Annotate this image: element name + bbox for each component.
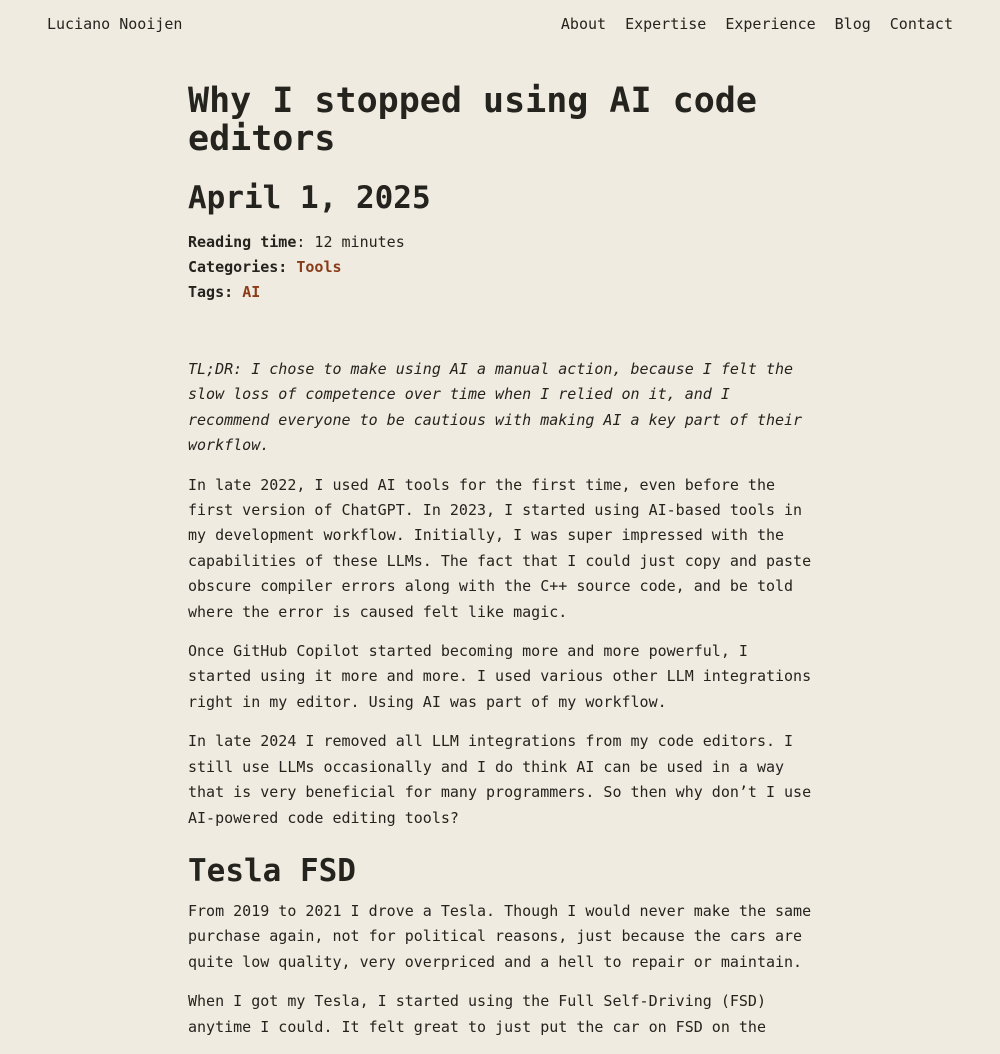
nav-expertise[interactable]: Expertise (625, 15, 707, 33)
post-date: April 1, 2025 (188, 180, 431, 216)
reading-time-row (188, 230, 818, 255)
tags-label: Tags: (188, 283, 234, 301)
nav-contact[interactable]: Contact (889, 15, 953, 33)
main-nav (561, 14, 953, 34)
categories-label: Categories: (188, 258, 288, 276)
nav-about[interactable]: About (560, 15, 607, 33)
tags-row (188, 280, 818, 305)
post-meta (188, 230, 818, 305)
category-link-tools[interactable]: Tools (296, 258, 342, 276)
paragraph: Once GitHub Copilot started becoming more and more powerful, I started using it more and more. I used various other LLM integrations right in my editor. Using AI was part of my workflow. (188, 642, 812, 711)
nav-experience[interactable]: Experience (725, 15, 816, 33)
tldr-paragraph: TL;DR: I chose to make using AI a manual action, because I felt the slow loss of competence over time when I relied on it, and I recommend everyone to be cautious with making AI a key part of their workflow. (188, 360, 803, 455)
post-title: Why I stopped using AI code editors (188, 81, 757, 159)
paragraph: From 2019 to 2021 I drove a Tesla. Though I would never make the same purchase again, not for political reasons, just because the cars are quite low quality, very overpriced and a hell to repair or maintain. (188, 901, 812, 971)
paragraph: In late 2022, I used AI tools for the first time, even before the first version of ChatGPT. In 2023, I started using AI-based tools in my development workflow. Initially, I was super impressed with the capabilities of these LLMs. The fact that I could just copy and paste obscure compiler errors along with the C++ source code, and be told where the error is caused felt like magic. (188, 475, 812, 621)
blog-post (188, 82, 818, 1054)
site-header (0, 0, 1000, 48)
paragraph: When I got my Tesla, I started using the Full Self-Driving (FSD) anytime I could. It felt great to just put the car on FSD on the (188, 992, 766, 1036)
reading-time-value: : 12 minutes (296, 233, 405, 251)
tag-link-ai[interactable]: AI (242, 283, 261, 301)
post-content (188, 357, 818, 1040)
site-title-link[interactable]: Luciano Nooijen (47, 15, 183, 33)
paragraph: In late 2024 I removed all LLM integrations from my code editors. I still use LLMs occasionally and I do think AI can be used in a way that is very beneficial for many programmers. So then why don’t I use AI-powered code editing tools? (188, 732, 812, 827)
nav-blog[interactable]: Blog (834, 15, 871, 33)
reading-time-label: Reading time (188, 233, 297, 251)
section-heading-tesla-fsd: Tesla FSD (188, 852, 356, 889)
categories-row (188, 255, 818, 280)
